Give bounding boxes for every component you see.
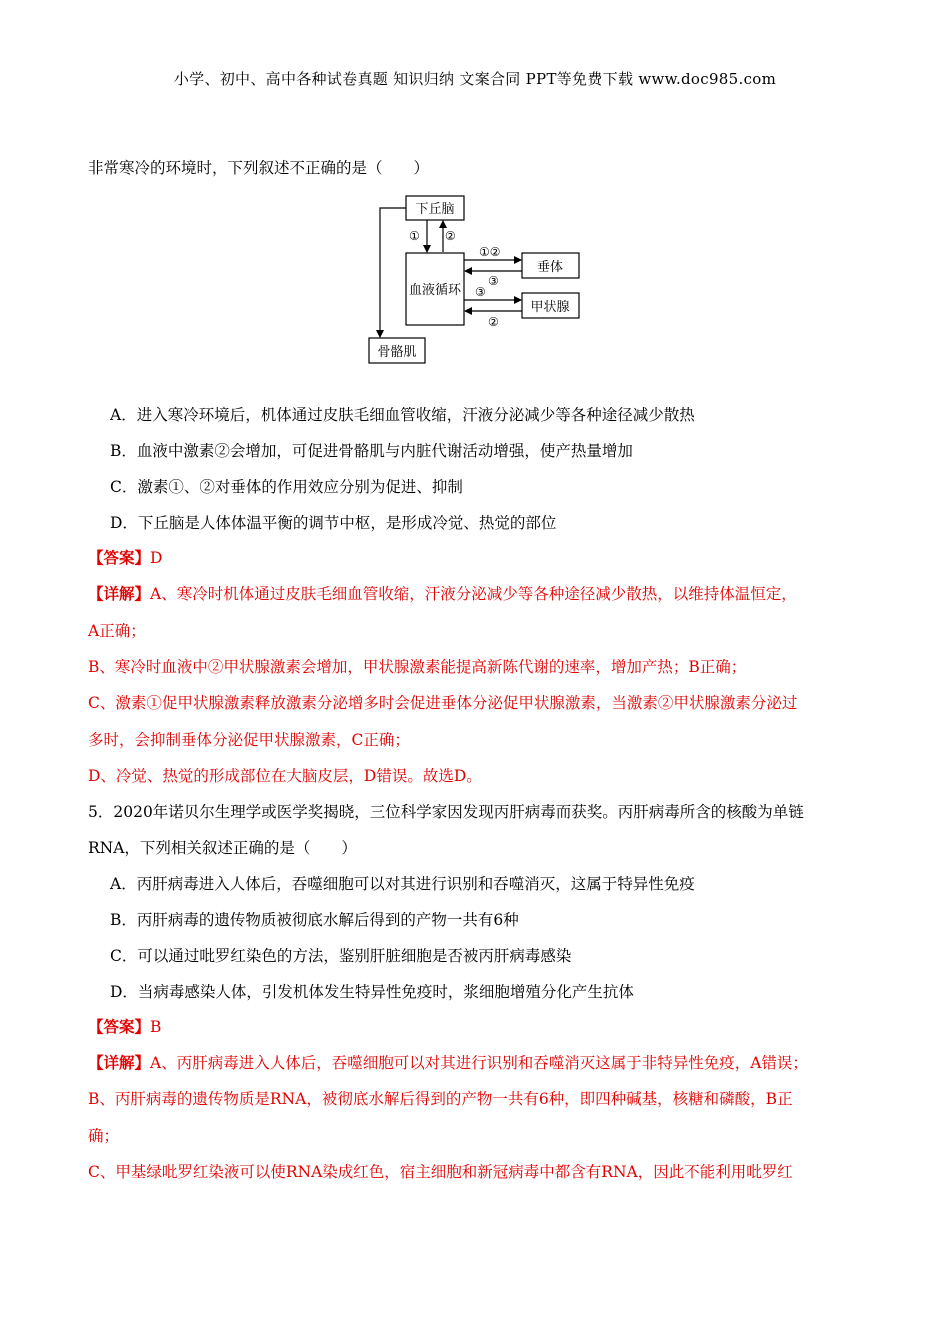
q5-option-a: A．丙肝病毒进入人体后，吞噬细胞可以对其进行识别和吞噬消灭，这属于特异性免疫: [110, 875, 695, 893]
thermoregulation-diagram: [365, 190, 595, 365]
q5-option-b: B．丙肝病毒的遗传物质被彻底水解后得到的产物一共有6种: [110, 911, 519, 929]
q4-explain-line: C、激素①促甲状腺激素释放激素分泌增多时会促进垂体分泌促甲状腺激素，当激素②甲状腺激素分泌过: [88, 694, 798, 712]
q5-explain-line: B、丙肝病毒的遗传物质是RNA，被彻底水解后得到的产物一共有6种，即四种碱基，核糖和磷酸，B正: [88, 1090, 793, 1108]
q4-answer-value: D: [150, 549, 163, 567]
q5-answer-value: B: [150, 1018, 162, 1036]
q5-answer: [88, 1017, 161, 1037]
marker-2b: ②: [488, 315, 499, 329]
marker-1-2: ①②: [479, 245, 501, 259]
q4-stem: 非常寒冷的环境时，下列叙述不正确的是（ ）: [88, 159, 430, 177]
q4-explain-line: 多时，会抑制垂体分泌促甲状腺激素，C正确；: [88, 731, 410, 749]
thyroid-label: 甲状腺: [530, 300, 570, 315]
pituitary-label: 垂体: [536, 260, 564, 275]
q5-explain-line: C、甲基绿吡罗红染液可以使RNA染成红色，宿主细胞和新冠病毒中都含有RNA，因此不能利用吡罗红: [88, 1163, 793, 1181]
q4-answer: [88, 548, 162, 568]
q5-stem-line: 5．2020年诺贝尔生理学或医学奖揭晓，三位科学家因发现丙肝病毒而获奖。丙肝病毒所含的核酸为单链: [88, 803, 804, 821]
q4-explain-line: A正确；: [88, 622, 146, 640]
q4-answer-label: 【答案】: [88, 548, 151, 567]
q4-option-d: D．下丘脑是人体体温平衡的调节中枢，是形成冷觉、热觉的部位: [110, 514, 557, 532]
arrow-hypothalamus-to-muscle: [380, 208, 406, 337]
q5-option-d: D．当病毒感染人体，引发机体发生特异性免疫时，浆细胞增殖分化产生抗体: [110, 983, 634, 1001]
q5-explain-label: 【详解】: [88, 1053, 151, 1072]
marker-3a: ③: [488, 274, 499, 288]
marker-3b: ③: [475, 285, 486, 299]
q4-option-a: A．进入寒冷环境后，机体通过皮肤毛细血管收缩，汗液分泌减少等各种途径减少散热: [110, 406, 695, 424]
q5-explain-line: A、丙肝病毒进入人体后，吞噬细胞可以对其进行识别和吞噬消灭这属于非特异性免疫，A错误；: [150, 1054, 808, 1072]
q4-option-b: B．血液中激素②会增加，可促进骨骼肌与内脏代谢活动增强，使产热量增加: [110, 442, 633, 460]
skeletal-muscle-label: 骨骼肌: [377, 345, 417, 360]
q5-explain-line: 确；: [88, 1127, 120, 1145]
q4-explain-line: B、寒冷时血液中②甲状腺激素会增加，甲状腺激素能提高新陈代谢的速率，增加产热；B正确；: [88, 658, 747, 676]
hypothalamus-label: 下丘脑: [415, 202, 455, 217]
q4-explain-line: D、冷觉、热觉的形成部位在大脑皮层，D错误。故选D。: [88, 767, 482, 785]
page-header: 小学、初中、高中各种试卷真题 知识归纳 文案合同 PPT等免费下载 www.doc985.com: [173, 70, 777, 88]
marker-1: ①: [409, 229, 420, 243]
q5-stem-line: RNA，下列相关叙述正确的是（ ）: [88, 839, 357, 857]
q5-explain-a: [88, 1053, 808, 1073]
q4-explain-a: [88, 584, 797, 604]
marker-2: ②: [445, 229, 456, 243]
q4-explain-line: A、寒冷时机体通过皮肤毛细血管收缩，汗液分泌减少等各种途径减少散热，以维持体温恒定，: [150, 585, 797, 603]
q5-answer-label: 【答案】: [88, 1017, 151, 1036]
q4-explain-label: 【详解】: [88, 584, 151, 603]
blood-circulation-label: 血液循环: [408, 283, 462, 298]
q5-option-c: C．可以通过吡罗红染色的方法，鉴别肝脏细胞是否被丙肝病毒感染: [110, 947, 572, 965]
q4-option-c: C．激素①、②对垂体的作用效应分别为促进、抑制: [110, 478, 463, 496]
